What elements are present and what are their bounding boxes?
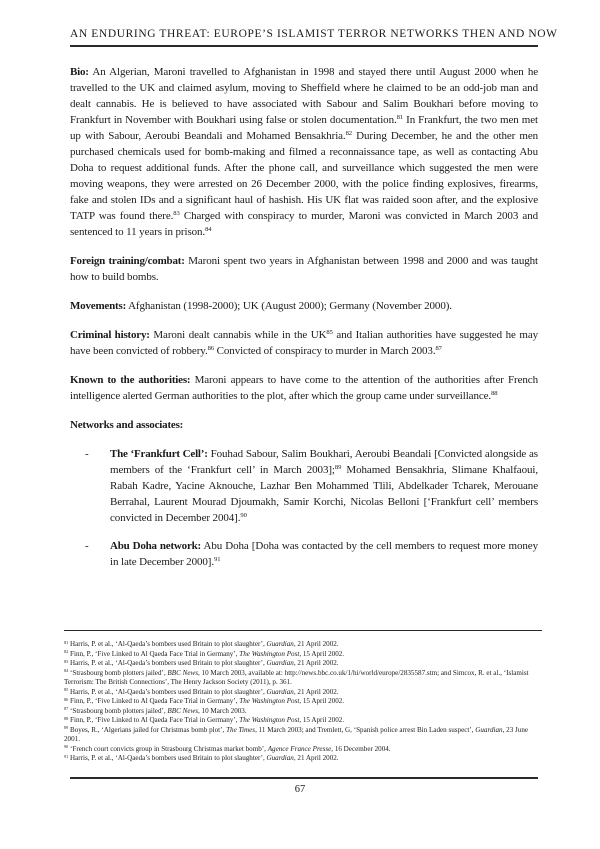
bullet-dash: - <box>85 540 89 552</box>
footnote-81: $^{81}$ Harris, P. et al., ‘Al-Qaeda’s bombers used Britain to plot slaughter’, Guardian, 21 April 2002. <box>64 639 339 648</box>
footnote-84: $^{84}$ ‘Strasbourg bomb plotters jailed’, BBC News, 10 March 2003, available at: http://news.bbc.co.uk/1/hi/world/europe/2835587.stm; and Simcox, R. et al., ‘Islamist Terrorism: The British Connections’, The Henry Jackson Society (2011), p. 361. <box>64 668 529 686</box>
footer-rule <box>70 777 538 779</box>
footnote-87: $^{87}$ ‘Strasbourg bomb plotters jailed’, BBC News, 10 March 2003. <box>64 706 247 715</box>
list-item-frankfurt-cell <box>70 446 538 526</box>
known-to-authorities-paragraph: Known to the authorities: Maroni appears to have come to the attention of the authorities after French intelligence alerted German authorities to the plot, after which the group came under surveillance.$^{88}$ <box>70 374 538 402</box>
bullet-dash: - <box>85 448 89 460</box>
frankfurt-cell-text: The ‘Frankfurt Cell’: Fouhad Sabour, Salim Boukhari, Aeroubi Beandali [Convicted alongside as members of the ‘Frankfurt cell’ in March 2003];$^{89}$ Mohamed Bensakhria, Slimane Khalfaoui, Rabah Kadre, Yacine Aknouche, Lazhar Ben Mohammed Tlili, Abdelkader Tcharek, Merouane Berrahal, Laurent Mourad Djoumakh, Samir Korchi, Nicolas Belloni [‘Frankfurt cell’ members convicted in December 2004].$^{90}$ <box>110 448 538 524</box>
running-header <box>70 28 558 47</box>
footnote-90: $^{90}$ ‘French court convicts group in Strasbourg Christmas market bomb’, Agence France Presse, 16 December 2004. <box>64 744 391 753</box>
movements-paragraph: Movements: Afghanistan (1998-2000); UK (August 2000); Germany (November 2000). <box>70 300 452 312</box>
footnote-91: $^{91}$ Harris, P. et al., ‘Al-Qaeda’s bombers used Britain to plot slaughter’, Guardian, 21 April 2002. <box>64 753 339 762</box>
footnote-89: $^{89}$ Boyes, R., ‘Algerians jailed for Christmas bomb plot’, The Times, 11 March 2003; and Tremlett, G, ‘Spanish police arrest Bin Laden suspect’, Guardian, 23 June 2001. <box>64 725 529 743</box>
list-item-abu-doha <box>70 538 538 570</box>
abu-doha-text: Abu Doha network: Abu Doha [Doha was contacted by the cell members to request more money in late December 2000].$^{91}$ <box>110 540 538 568</box>
networks-list <box>70 446 538 570</box>
page-number: 67 <box>294 784 306 795</box>
footnote-85: $^{85}$ Harris, P. et al., ‘Al-Qaeda’s bombers used Britain to plot slaughter’, Guardian, 21 April 2002. <box>64 687 339 696</box>
networks-heading: Networks and associates: <box>70 419 184 431</box>
bio-paragraph: Bio: An Algerian, Maroni travelled to Afghanistan in 1998 and stayed there until August 2000 when he travelled to the UK and claimed asylum, moving to Sheffield where he claimed to be an odd-job man and dealt cannabis. He is believed to have associated with Sabour and Salim Boukhari before moving to Frankfurt in November with Boukhari using false or stolen documentation.$^{81}$ In Frankfurt, the two men met up with Sabour, Aeroubi Beandali and Mohamed Bensakhria.$^{82}$ During December, he and the other men purchased chemicals used for bomb-making and filmed a reconnaissance tape, as well as contacting Abu Doha to request additional funds. After the phone call, and surveillance which suggested the men were moving weapons, they were arrested on 26 December 2000, with the police finding explosives, firearms, fake and stolen IDs and a significant haul of hashish. His UK flat was raided soon after, and the explosive TATP was found there.$^{83}$ Charged with conspiracy to murder, Maroni was convicted in March 2003 and sentenced to 11 years in prison.$^{84}$ <box>70 66 539 238</box>
footnote-83: $^{83}$ Harris, P. et al., ‘Al-Qaeda’s bombers used Britain to plot slaughter’, Guardian, 21 April 2002. <box>64 658 339 667</box>
criminal-history-paragraph: Criminal history: Maroni dealt cannabis while in the UK$^{85}$ and Italian authorities have suggested he may have been convicted of robbery.$^{86}$ Convicted of conspiracy to murder in March 2003.87 <box>70 329 539 357</box>
page-body <box>70 64 538 582</box>
footnote-86: $^{86}$ Finn, P., ‘Five Linked to Al Qaeda Face Trial in Germany’, The Washington Post, 15 April 2002. <box>64 696 345 705</box>
footnote-82: $^{82}$ Finn, P., ‘Five Linked to Al Qaeda Face Trial in Germany’, The Washington Post, 15 April 2002. <box>64 649 345 658</box>
footnote-88: $^{88}$ Finn, P., ‘Five Linked to Al Qaeda Face Trial in Germany’, The Washington Post, 15 April 2002. <box>64 715 345 724</box>
page-title: AN ENDURING THREAT: EUROPE’S ISLAMIST TERROR NETWORKS THEN AND NOW <box>70 28 558 40</box>
foreign-training-paragraph: Foreign training/combat: Maroni spent two years in Afghanistan between 1998 and 2000 and was taught how to build bombs. <box>70 255 538 283</box>
footnotes-section <box>64 630 542 764</box>
